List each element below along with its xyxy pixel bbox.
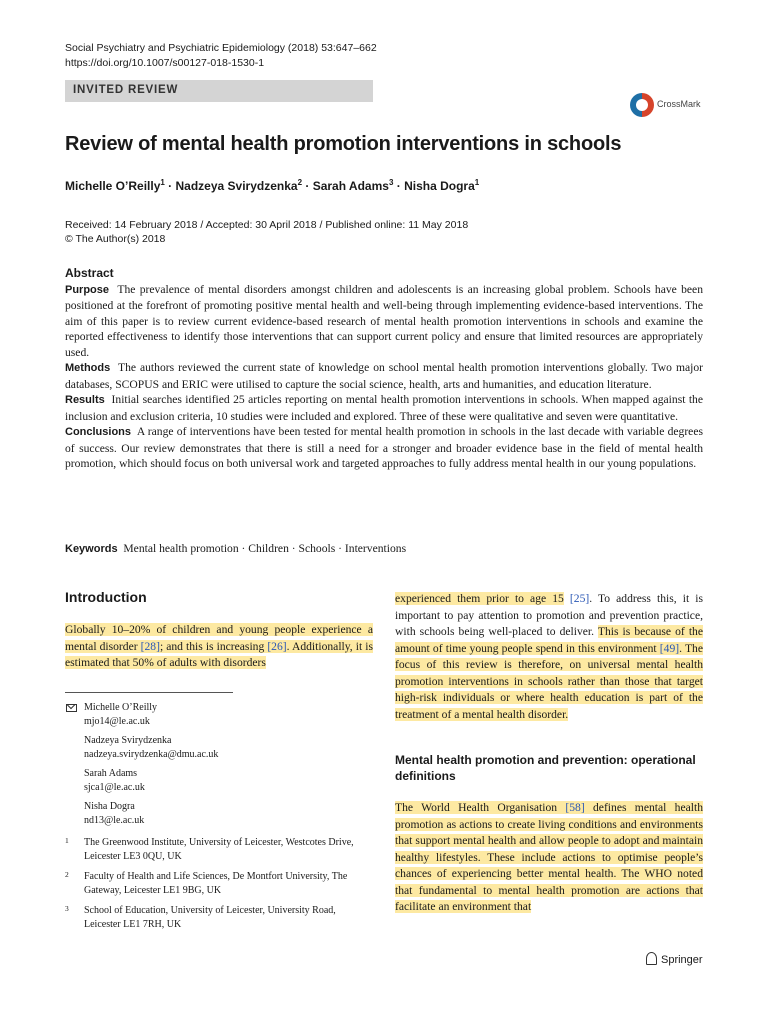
text-run: The World Health Organisation bbox=[395, 801, 566, 814]
author-list bbox=[65, 179, 479, 193]
affiliation-text: School of Education, University of Leicester, University Road, Leicester LE1 7RH, UK bbox=[84, 905, 336, 930]
crossmark-label: CrossMark bbox=[657, 99, 701, 109]
citation-link[interactable]: [26] bbox=[267, 639, 287, 653]
contact-list bbox=[65, 701, 373, 833]
journal-header bbox=[65, 41, 377, 71]
results-label: Results bbox=[65, 394, 105, 406]
author-name: Nadzeya Svirydzenka bbox=[175, 179, 298, 193]
abstract-purpose bbox=[65, 282, 703, 361]
citation-link[interactable]: [25] bbox=[569, 592, 590, 605]
results-text: Initial searches identified 25 articles reporting on mental health promotion interventions in schools. When mapped against the inclusion and exclusion criteria, 10 studies were included and explored. Three of these were qualitative and seven were quantitative. bbox=[65, 393, 703, 423]
contact-entry bbox=[65, 701, 373, 728]
crossmark-icon bbox=[630, 93, 654, 117]
affiliation-entry bbox=[65, 836, 373, 863]
contact-email[interactable]: sjca1@le.ac.uk bbox=[84, 781, 145, 793]
abstract bbox=[65, 266, 703, 472]
article-type-label: INVITED REVIEW bbox=[73, 84, 179, 96]
contact-name: Nadzeya Svirydzenka bbox=[84, 735, 172, 746]
affiliation-number: 1 bbox=[65, 836, 69, 845]
text-run: ; and this is increasing bbox=[159, 639, 268, 653]
affiliation-number: 3 bbox=[65, 904, 69, 913]
purpose-label: Purpose bbox=[65, 283, 110, 296]
springer-horse-icon bbox=[646, 952, 657, 965]
contact-email[interactable]: nadzeya.svirydzenka@dmu.ac.uk bbox=[84, 748, 219, 760]
affiliation-number: 2 bbox=[65, 870, 69, 879]
author-name: Sarah Adams bbox=[312, 179, 389, 193]
author-separator: · bbox=[302, 179, 313, 193]
text-run: . The focus of this review is therefore, on universal mental health promotion interventions in schools rather than those that target high-risk individuals or where health education is part of the treatment of a mental health disorder. bbox=[395, 641, 703, 721]
affiliation-entry bbox=[65, 904, 373, 931]
contact-entry bbox=[65, 800, 373, 827]
affiliation-list bbox=[65, 836, 373, 938]
conclusions-text: A range of interventions have been tested for mental health promotion in schools in the last decade with variable degrees of success. Our review demonstrates that there is still a need for a stronger and broader evidence base in the field of mental health promotion, which should focus on both universal work and targeted approaches to fully address mental health in our young populations. bbox=[65, 425, 703, 470]
author-affil-sup: 2 bbox=[297, 178, 303, 187]
methods-label: Methods bbox=[65, 362, 111, 374]
conclusions-label: Conclusions bbox=[65, 426, 132, 438]
keywords bbox=[65, 542, 406, 555]
keywords-label: Keywords bbox=[65, 543, 118, 555]
highlighted-text bbox=[65, 623, 373, 669]
affiliation-text: The Greenwood Institute, University of Leicester, Westcotes Drive, Leicester LE3 0QU, UK bbox=[84, 837, 354, 862]
publisher-footer bbox=[646, 952, 703, 966]
text-run: This is because of the amount of time young people spend in this environment bbox=[395, 625, 703, 655]
citation-link[interactable]: [58] bbox=[565, 801, 585, 814]
text-run: . Additionally, it is estimated that 50% of adults with disorders bbox=[65, 639, 373, 669]
contact-name: Nisha Dogra bbox=[84, 801, 135, 812]
highlighted-text: experienced them prior to age 15 bbox=[395, 592, 564, 605]
methods-text: The authors reviewed the current state of knowledge on school mental health promotion interventions globally. Two major databases, SCOPUS and ERIC were utilised to capture the social science, health, arts and humanities, and education literature. bbox=[65, 361, 703, 391]
body-paragraph bbox=[395, 800, 703, 916]
contact-email[interactable]: mjo14@le.ac.uk bbox=[84, 715, 150, 727]
article-type-banner bbox=[65, 80, 373, 102]
author-name: Nisha Dogra bbox=[404, 179, 475, 193]
author-separator: · bbox=[393, 179, 405, 193]
introduction-heading: Introduction bbox=[65, 589, 147, 605]
author-separator: · bbox=[164, 179, 176, 193]
keywords-text: Mental health promotion · Children · Schools · Interventions bbox=[123, 542, 407, 555]
publication-dates bbox=[65, 218, 468, 246]
contact-email[interactable]: nd13@le.ac.uk bbox=[84, 814, 145, 826]
highlighted-text bbox=[395, 801, 703, 913]
copyright-line: © The Author(s) 2018 bbox=[65, 233, 166, 245]
purpose-text: The prevalence of mental disorders amongst children and adolescents is an increasing global problem. Schools have been positioned at the forefront of promoting positive mental health and well-being through implementing evidence-based interventions. The aim of this paper is to review current evidence-based research of mental health promotion interventions in schools and examine the reported effectiveness to identify those interventions that can support current policy and ensure that limited resources are appropriately used. bbox=[65, 282, 703, 359]
abstract-heading: Abstract bbox=[65, 266, 114, 280]
abstract-results bbox=[65, 392, 703, 424]
author-name: Michelle O’Reilly bbox=[65, 179, 161, 193]
abstract-methods bbox=[65, 360, 703, 392]
author-affil-sup: 1 bbox=[160, 178, 165, 187]
publisher-name: Springer bbox=[661, 954, 703, 966]
citation-link[interactable]: [28] bbox=[140, 639, 160, 653]
author-affil-sup: 1 bbox=[474, 178, 480, 187]
contact-entry bbox=[65, 767, 373, 794]
contact-name: Michelle O’Reilly bbox=[84, 702, 158, 713]
text-run: . To address this, it is important to pay attention to promotion and prevention practice, with schools being well-placed to deliver. bbox=[395, 592, 703, 638]
affiliation-text: Faculty of Health and Life Sciences, De Montfort University, The Gateway, Leicester LE1 9BG, UK bbox=[84, 871, 348, 896]
dates-line: Received: 14 February 2018 / Accepted: 30 April 2018 / Published online: 11 May 2018 bbox=[65, 219, 469, 231]
contact-entry bbox=[65, 734, 373, 761]
body-paragraph bbox=[395, 591, 703, 723]
text-run: defines mental health promotion as actions to create living conditions and environments that support mental health and allow people to adopt and maintain healthy lifestyles. These include actions to optimise people’s chances of experiencing better mental health. The WHO noted that fundamental to mental health promotion are actions that facilitate an environment that bbox=[395, 801, 703, 913]
author-affil-sup: 3 bbox=[388, 178, 394, 187]
doi-link[interactable]: https://doi.org/10.1007/s00127-018-1530-1 bbox=[65, 57, 265, 69]
contact-name: Sarah Adams bbox=[84, 768, 138, 779]
highlighted-text bbox=[395, 625, 703, 721]
section-subheading: Mental health promotion and prevention: operational definitions bbox=[395, 753, 696, 783]
text-run: Globally 10–20% of children and young people experience a mental disorder bbox=[65, 623, 373, 653]
abstract-conclusions bbox=[65, 424, 703, 472]
crossmark-badge[interactable] bbox=[630, 93, 702, 121]
envelope-icon bbox=[66, 704, 77, 712]
citation-link[interactable]: [49] bbox=[659, 641, 680, 655]
journal-citation: Social Psychiatry and Psychiatric Epidemiology (2018) 53:647–662 bbox=[65, 42, 377, 54]
footnote-divider bbox=[65, 692, 233, 693]
paper-title: Review of mental health promotion interventions in schools bbox=[65, 133, 622, 155]
introduction-paragraph bbox=[65, 622, 373, 672]
affiliation-entry bbox=[65, 870, 373, 897]
